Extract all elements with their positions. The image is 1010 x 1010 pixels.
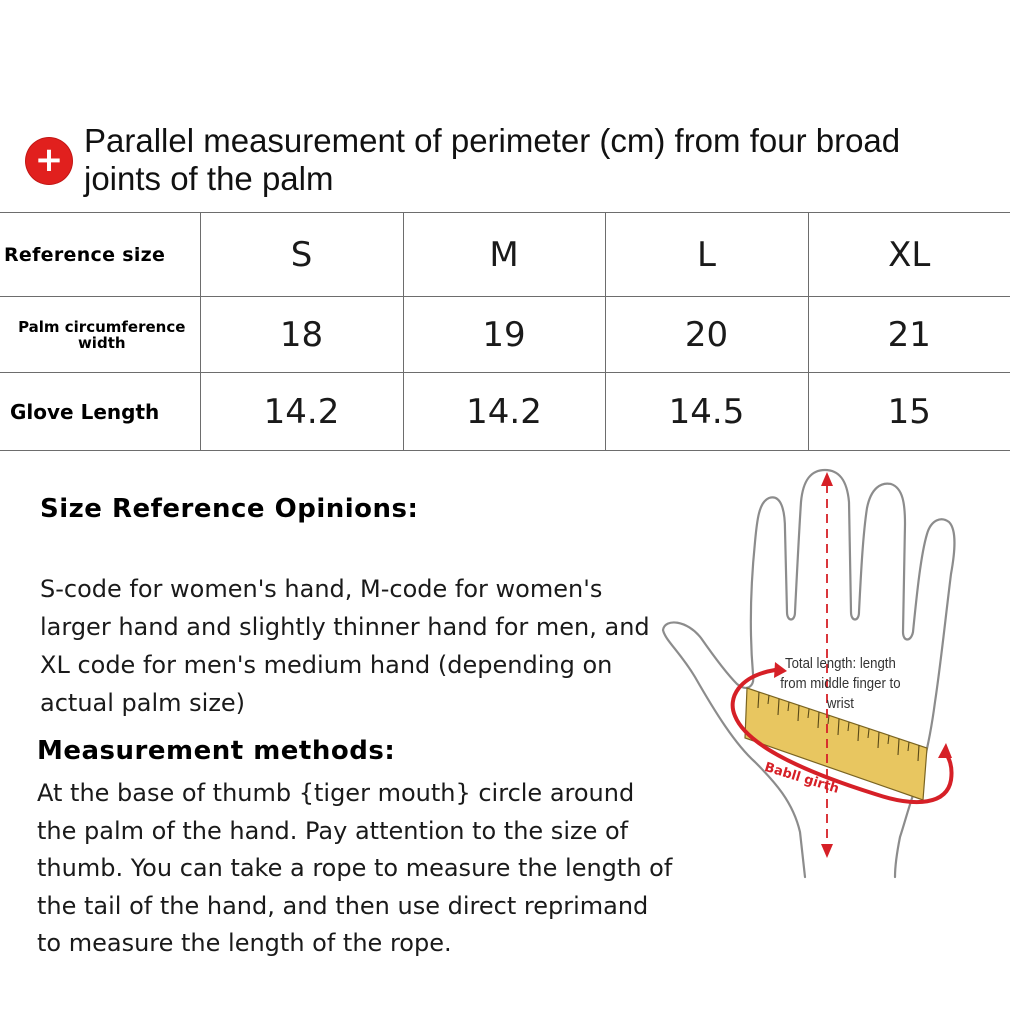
methods-text: At the base of thumb {tiger mouth} circle around the palm of the hand. Pay attention to the size of thumb. You can take a rope to measure the length of the tail of the hand, and then use direct reprimand to measure the length of the rope. <box>37 779 673 957</box>
header <box>24 120 984 200</box>
table-cell: 20 <box>605 297 808 373</box>
table-row <box>0 373 1010 451</box>
table-cell: 14.2 <box>403 373 605 451</box>
table-row <box>0 213 1010 297</box>
row-header-reference-size: Reference size <box>0 213 200 297</box>
row-header-glove-length: Glove Length <box>0 373 200 451</box>
length-arrowhead-top <box>821 472 833 486</box>
page-title: Parallel measurement of perimeter (cm) from four broad joints of the palm <box>84 122 901 197</box>
table-cell: 15 <box>808 373 1010 451</box>
length-arrowhead-bottom <box>821 844 833 858</box>
plus-icon: + <box>26 138 72 184</box>
table-cell: L <box>605 213 808 297</box>
table-row <box>0 297 1010 373</box>
methods-heading: Measurement methods: <box>37 736 396 766</box>
row-header-palm-circumference: Palm circumference width <box>0 297 200 373</box>
opinions-heading: Size Reference Opinions: <box>40 494 419 524</box>
table-cell: 21 <box>808 297 1010 373</box>
table-cell: 19 <box>403 297 605 373</box>
size-table <box>0 212 1010 451</box>
table-cell: 14.2 <box>200 373 403 451</box>
girth-arrowhead-right <box>938 743 952 758</box>
table-cell: 14.5 <box>605 373 808 451</box>
table-cell: M <box>403 213 605 297</box>
opinions-text: S-code for women's hand, M-code for women's larger hand and slightly thinner hand for men, and XL code for men's medium hand (depending on actual palm size) <box>40 575 650 717</box>
table-cell: 18 <box>200 297 403 373</box>
total-length-label: Total length: length from middle finger to wrist <box>780 655 901 712</box>
girth-label: Babll girth <box>762 760 841 797</box>
table-cell: XL <box>808 213 1010 297</box>
table-cell: S <box>200 213 403 297</box>
